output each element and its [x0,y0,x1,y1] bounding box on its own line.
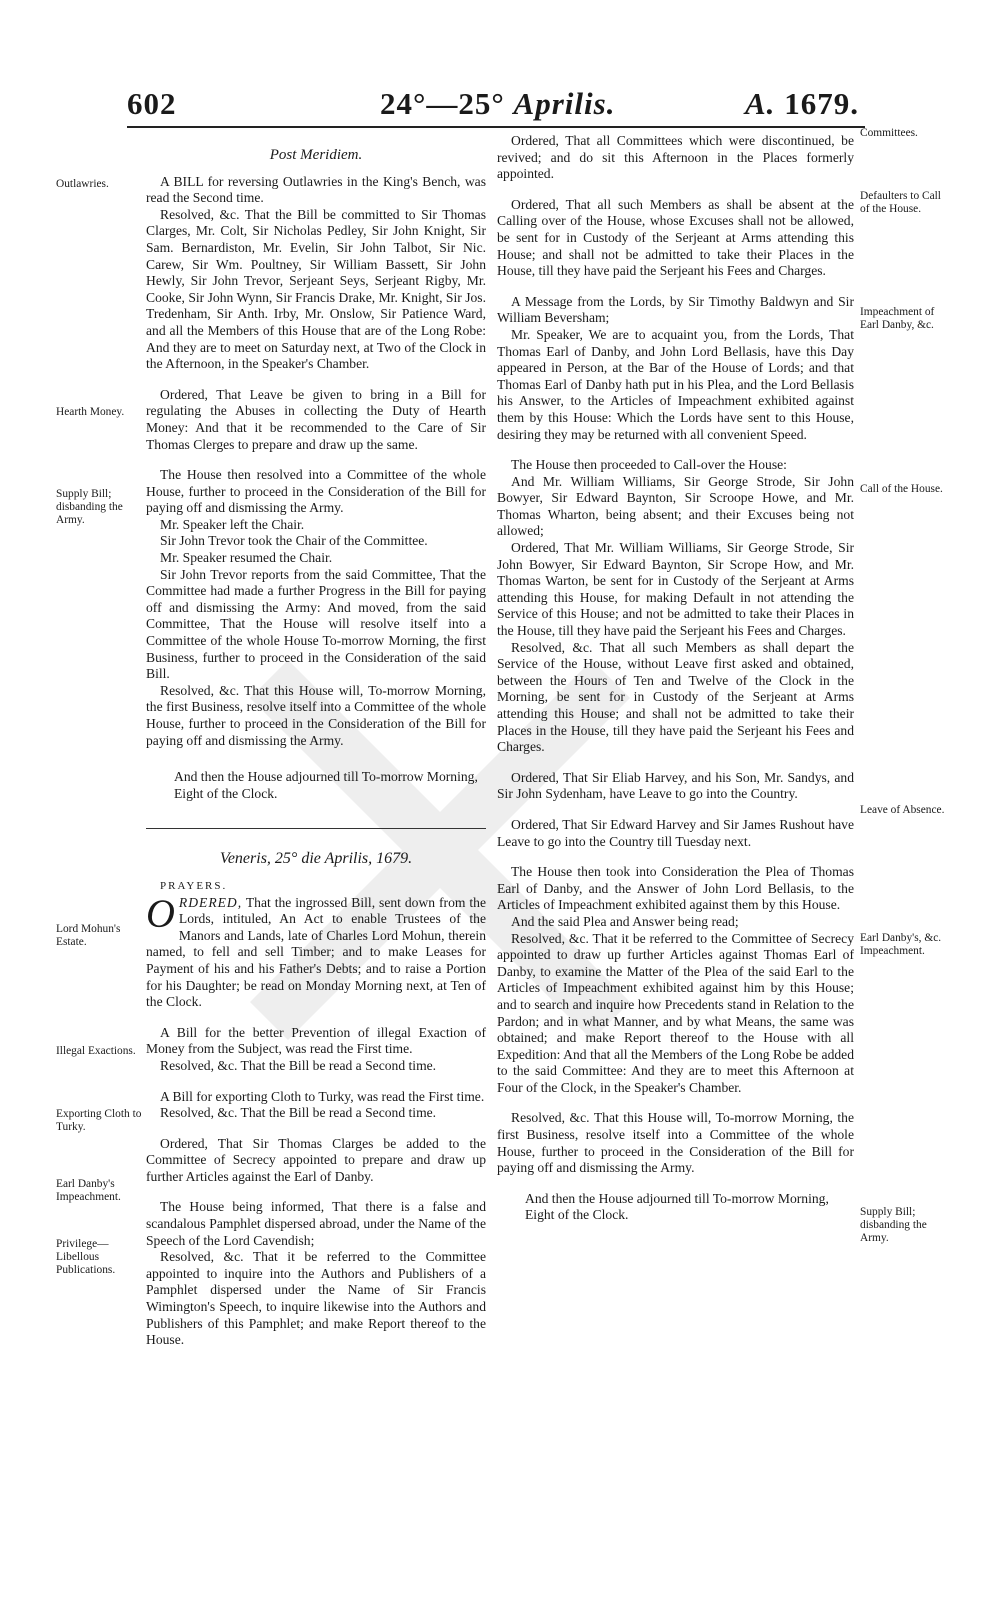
margin-note-impeachment: Impeachment of Earl Danby, &c. [860,306,935,331]
supply-resolution: Resolved, &c. That this House will, To-morrow Morning, the first Business, resolve itself into a Committee of the whole House, further to proceed in the Consideration of the Bill for paying off and dismissing the Army. [146,682,486,748]
call-over-entry: The House then proceeded to Call-over the House: [511,457,787,473]
plea-read: And the said Plea and Answer being read; [511,913,739,929]
year-prefix: A. [745,86,776,121]
departure-resolution: Resolved, &c. That all such Members as shall depart the Service of the House, without Leave first asked and obtained, between the Hours of Ten and Twelve of the Clock in the Morning, be sent for in Custody of the Serjeant at Arms attending this House; and shall not be admitted to take their Places in the House, till they have paid the Serjeant his Fees and Charges. [497,639,854,755]
margin-note-illegal: Illegal Exactions. [56,1045,136,1057]
plea-consideration: The House then took into Consideration the Plea of Thomas Earl of Danby, and the Answer of John Lord Bellasis, to the Articles of Impeachment exhibited against them by this House. [497,864,854,913]
running-head-date [380,86,615,122]
margin-note-privilege: Privilege—Libellous Publications. [56,1238,116,1276]
section-rule [146,828,486,829]
illegal-exactions-resolution: Resolved, &c. That the Bill be read a Second time. [160,1057,437,1073]
left-column [146,147,486,1349]
lords-message-text: Mr. Speaker, We are to acquaint you, from the Lords, That Thomas Earl of Danby, and John Lord Bellasis, have this Day appeared in Person, at the Bar of the House of Lords; and that Thomas Earl of Danby hath put in his Plea, and the Lord Bellasis his Answer, to the Articles of Impeachment exhibited against them by this House: Which the Lords have sent to this House, desiring they may be returned with all convenient Speed. [497,326,854,442]
supply-bill-entry: The House then resolved into a Committee of the whole House, further to proceed in the Consideration of the Bill for paying off and dismissing the Army. [146,467,486,516]
supply-resolution-right: Resolved, &c. That this House will, To-morrow Morning, the first Business, resolve itself into a Committee of the whole House, further to proceed in the Consideration of the Bill for paying off and dismissing the Army. [497,1110,854,1176]
leave-order-harvey: Ordered, That Sir Eliab Harvey, and his Son, Mr. Sandys, and Sir John Sydenham, have Leave to go into the Country. [497,769,854,802]
margin-note-exporting: Exporting Cloth to Turky. [56,1108,142,1133]
defaulters-order: Ordered, That all such Members as shall be absent at the Calling over of the House, whose Excuses shall not be allowed, be sent for in Custody of the Serjeant at Arms attending this House; and shall not be admitted to take their Places in the House, till they have paid the Serjeant his Fees and Charges. [497,196,854,279]
margin-note-hearth: Hearth Money. [56,406,125,418]
margin-note-danby-plea: Earl Danby's, &c. Impeachment. [860,932,942,957]
absent-members: And Mr. William Williams, Sir George Strode, Sir John Bowyer, Sir Edward Baynton, Sir Scroope Howe, and Mr. Thomas Wharton, being absent; and their Excuses being not allowed; [497,473,854,539]
adjournment-right: And then the House adjourned till To-morrow Morning, Eight of the Clock. [525,1190,829,1223]
danby-committee-order: Ordered, That Sir Thomas Clarges be added to the Committee of Secrecy appointed to prepare and draw up further Articles against the Earl of Danby. [146,1135,486,1184]
veneris-heading: Veneris, 25° die Aprilis, 1679. [219,850,413,868]
margin-note-committees: Committees. [860,127,918,139]
lords-message: A Message from the Lords, by Sir Timothy Baldwyn and Sir William Beversham; [497,293,854,326]
trevor-report: Sir John Trevor reports from the said Committee, That the Committee had made a further Progress in the Bill for paying off and dismissing the Army: And moved, from the said Committee, That the House will resolve itself into a Committee of the whole House To-morrow Morning, the first Business, further to proceed in the Consideration of the said Bill. [146,566,486,682]
exporting-cloth-entry: A Bill for exporting Cloth to Turky, was read the First time. [160,1088,485,1104]
ordered-caps: RDERED, [178,894,243,910]
custody-order: Ordered, That Mr. William Williams, Sir George Strode, Sir John Bowyer, Sir Edward Baynton, Sir Scrope How, and Mr. Thomas Warton, be sent for in Custody of the Serjeant at Arms attending this House, for making Default in not attending the Service of this House; and not be admitted to take their Places in the House, till they have paid the Serjeant his Fees and Charges. [497,540,854,639]
page-number: 602 [127,86,177,121]
leave-order-rushout: Ordered, That Sir Edward Harvey and Sir James Rushout have Leave to go into the Country till Tuesday next. [497,816,854,849]
margin-note-danby: Earl Danby's Impeachment. [56,1178,121,1203]
date-word: Aprilis. [513,86,616,121]
margin-note-leave: Leave of Absence. [860,804,945,816]
plea-resolution: Resolved, &c. That it be referred to the Committee of Secrecy appointed to draw up further Articles against Thomas Earl of Danby, to examine the Matter of the Plea of the said Earl to the Articles of Impeachment exhibited against him by this House; and to search and inquire how Precedents stand in Relation to the Pardon; and in what Manner, and by what Means, the same was obtained; and make Report thereof to the House with all Expedition: And that all the Members of the Long Robe be added to the said Committee: And they are to meet this Afternoon at Four of the Clock, in the Speaker's Chamber. [497,930,854,1095]
mohun-order-text: That the ingrossed Bill, sent down from the Lords, intituled, An Act to enable Trustees of the Manors and Lands, late of Charles Lord Mohun, therein named, to fell and sell Timber; and to make Leases for Payment of his and his Father's Debts; and to raise a Portion for his Daughter; be read on Monday Morning next, at Ten of the Clock. [146,894,486,1010]
trevor-took-chair: Sir John Trevor took the Chair of the Committee. [160,533,428,549]
year: 1679. [784,86,859,121]
right-column [497,133,854,1224]
illegal-exactions-entry: A Bill for the better Prevention of illegal Exaction of Money from the Subject, was read the First time. [146,1024,486,1057]
drop-cap: O [146,890,175,936]
margin-note-supply-right: Supply Bill; disbanding the Army. [860,1206,927,1244]
pamphlet-information: The House being informed, That there is a false and scandalous Pamphlet dispersed abroad, under the Name of the Speech of the Lord Cavendish; [146,1199,486,1248]
speaker-resumed-chair: Mr. Speaker resumed the Chair. [160,550,333,566]
committees-order: Ordered, That all Committees which were discontinued, be revived; and do sit this Afternoon in the Places formerly appointed. [497,133,854,182]
date-range: 24°—25° [380,86,505,121]
prayers-label: PRAYERS. [160,879,228,892]
running-head-year [745,86,859,122]
margin-note-mohun: Lord Mohun's Estate. [56,923,121,948]
adjournment: And then the House adjourned till To-morrow Morning, Eight of the Clock. [174,769,478,801]
margin-note-outlawries: Outlawries. [56,178,109,190]
exporting-cloth-resolution: Resolved, &c. That the Bill be read a Second time. [160,1105,437,1121]
margin-note-defaulters: Defaulters to Call of the House. [860,190,941,215]
hearth-money-order: Ordered, That Leave be given to bring in a Bill for regulating the Abuses in collecting the Duty of Hearth Money: And that it be recommended to the Care of Sir Thomas Clerges to prepare and draw up the same. [146,386,486,452]
post-meridiem-heading: Post Meridiem. [269,147,363,163]
outlawries-resolution: Resolved, &c. That the Bill be committed to Sir Thomas Clarges, Mr. Colt, Sir Nicholas Pedley, Sir John Knight, Sir Sam. Bernardiston, Mr. Evelin, Sir John Talbot, Sir Nic. Carew, Sir Wm. Poultney, Sir William Bassett, Sir John Hewly, Sir John Trevor, Serjeant Seys, Serjeant Rigby, Mr. Cooke, Sir John Wynn, Sir Francis Drake, Mr. Knight, Sir Jos. Tredenham, Sir Anth. Irby, Mr. Onslow, Sir Patience Ward, and all the Members of this House that are of the Long Robe: And they are to meet on Saturday next, at Two of the Clock in the Afternoon, in the Speaker's Chamber. [146,206,486,372]
header-rule [127,126,865,128]
margin-note-call: Call of the House. [860,483,943,495]
outlawries-entry: A BILL for reversing Outlawries in the King's Bench, was read the Second time. [146,173,486,206]
mohun-order [146,890,486,1011]
margin-note-supply: Supply Bill; disbanding the Army. [56,488,123,526]
speaker-left-chair: Mr. Speaker left the Chair. [160,516,305,532]
pamphlet-resolution: Resolved, &c. That it be referred to the Committee appointed to inquire into the Authors and Publishers of a Pamphlet dispersed under the Name of Sir Francis Wimington's Speech, to inquire likewise into the Authors and Publishers of this Pamphlet; and make Report thereof to the House. [146,1249,486,1348]
